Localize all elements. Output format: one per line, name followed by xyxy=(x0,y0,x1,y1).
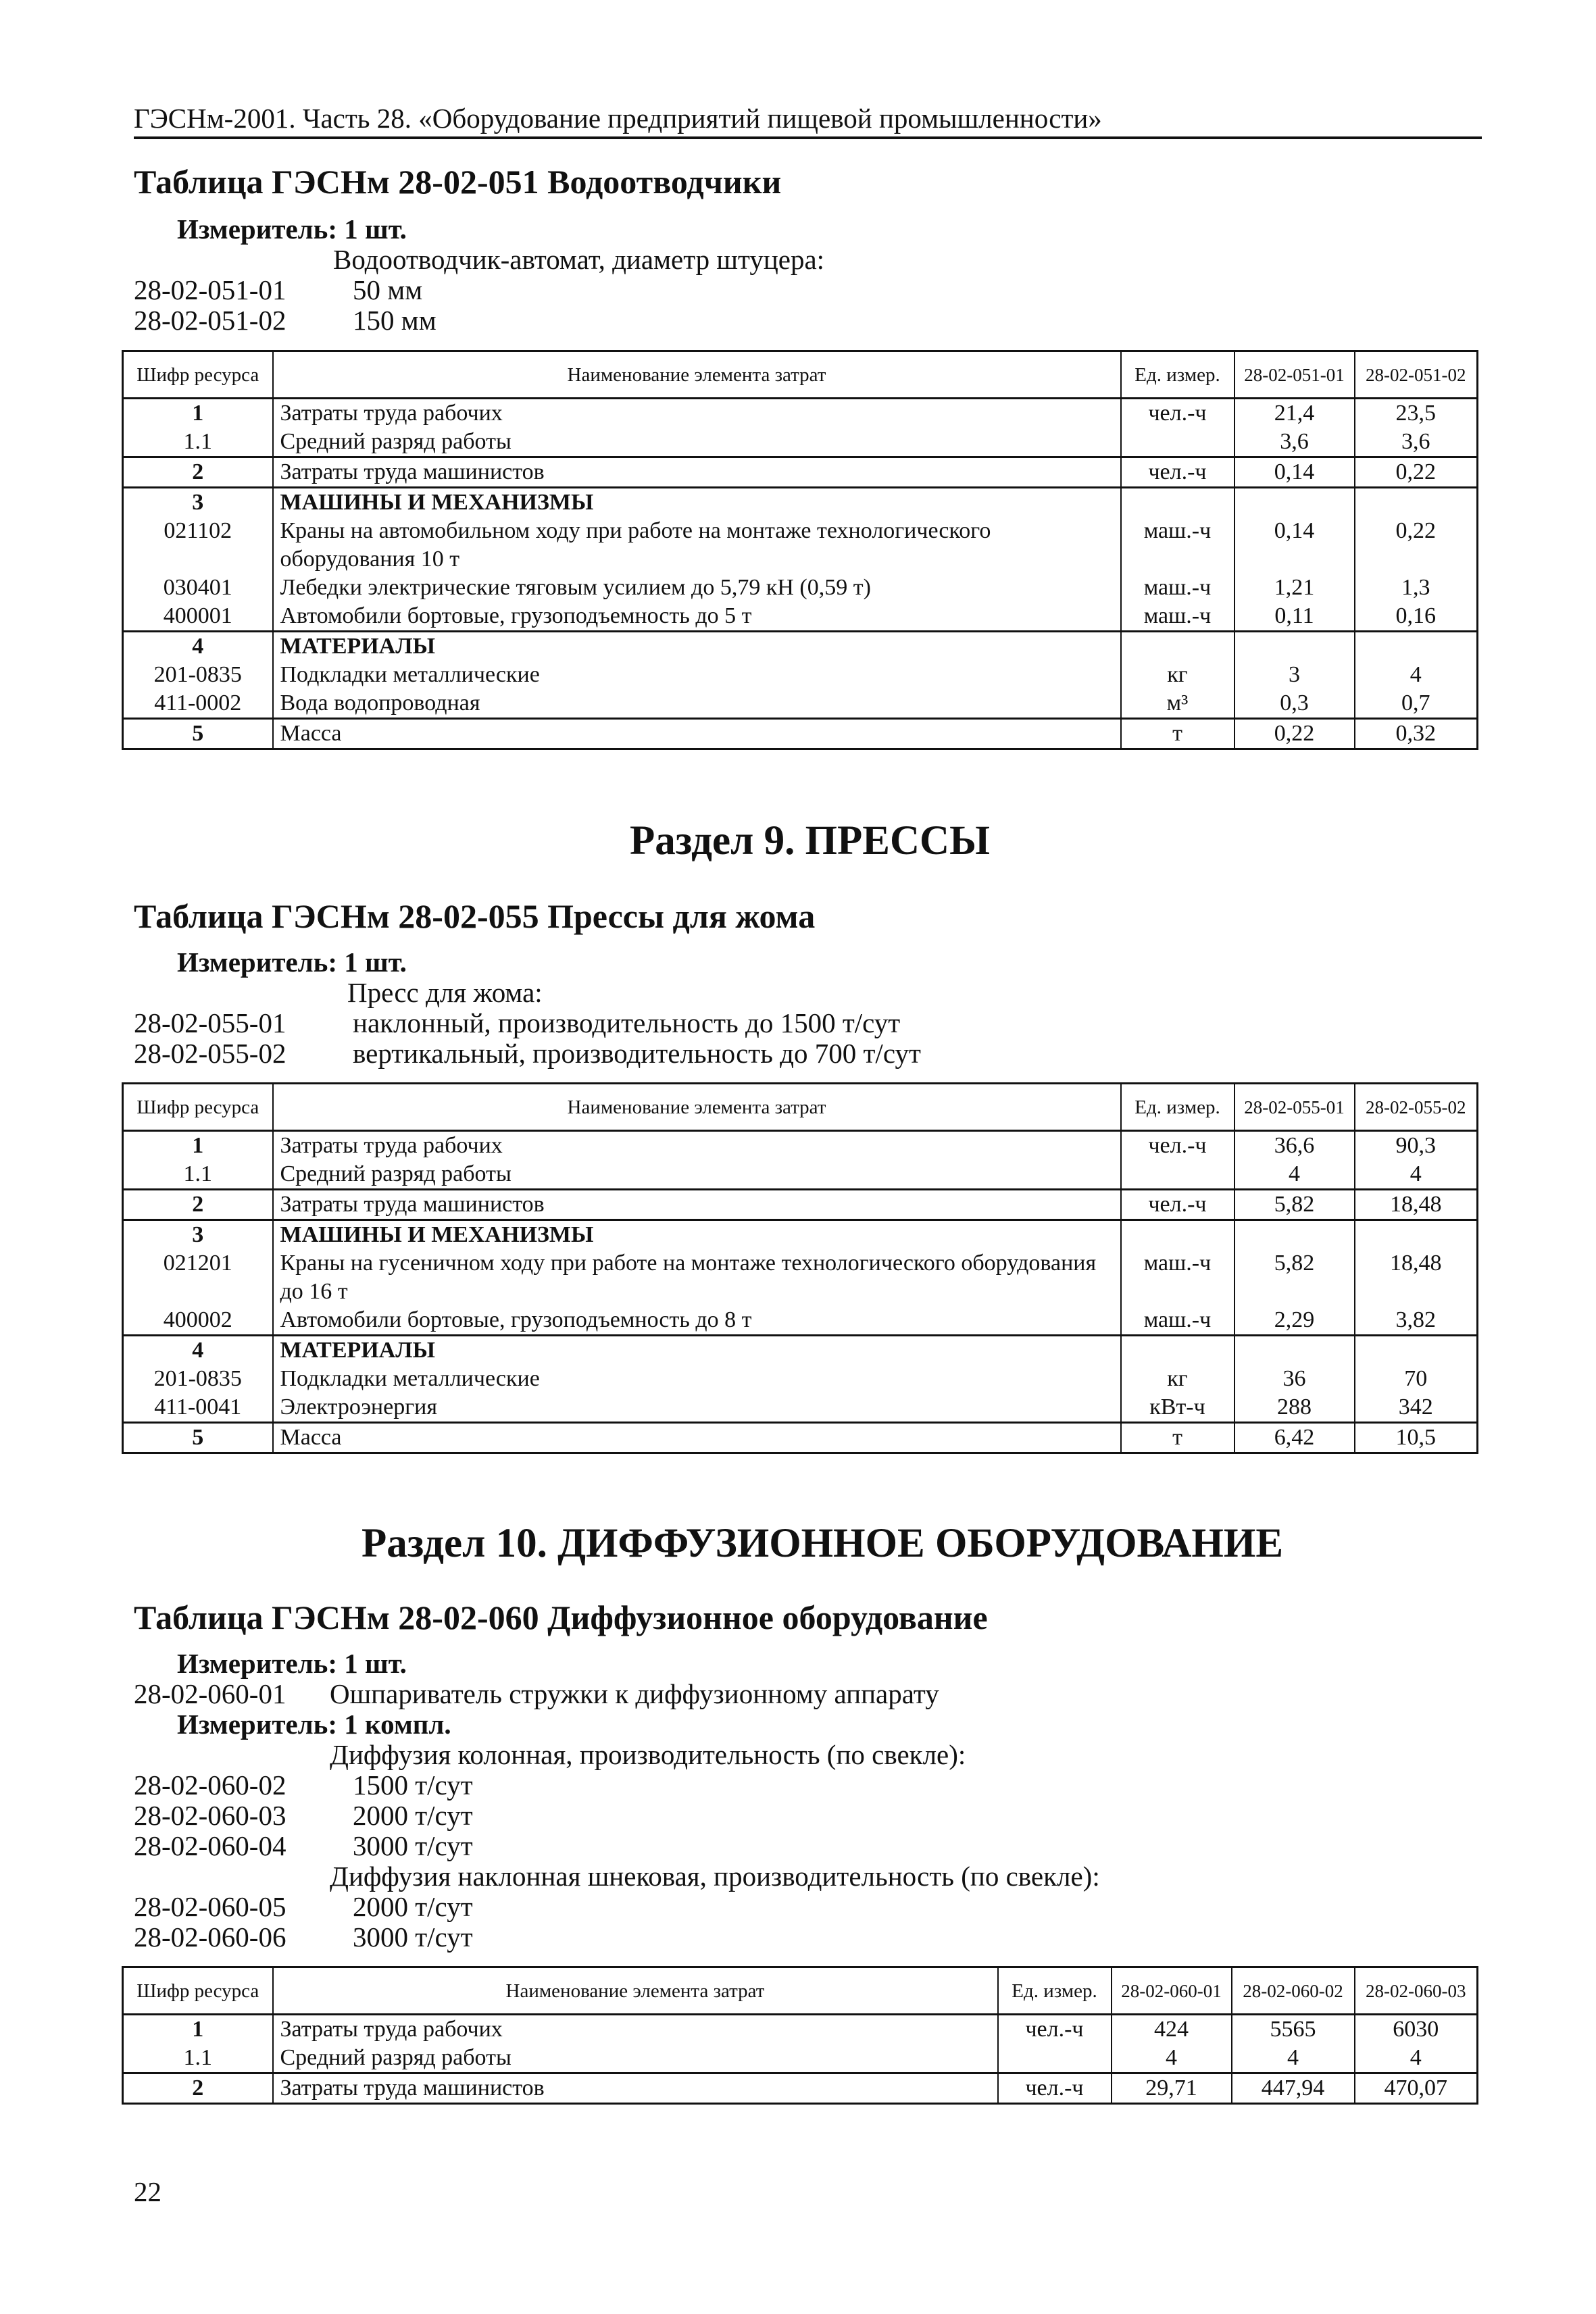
cell-value-1: 0,3 xyxy=(1235,689,1355,719)
cell-value-2: 0,16 xyxy=(1355,602,1478,632)
cell-value-2: 0,32 xyxy=(1355,719,1478,749)
cell-value-2: 4 xyxy=(1355,1160,1478,1190)
cell-unit: маш.-ч xyxy=(1121,574,1235,602)
table-row xyxy=(123,1131,1478,1161)
table-row xyxy=(123,1306,1478,1336)
cell-name: Масса xyxy=(273,719,1121,749)
cell-name: МАТЕРИАЛЫ xyxy=(273,1336,1121,1365)
table2-code-2: 28-02-055-02 xyxy=(134,1038,286,1069)
cell-cipher: 400001 xyxy=(123,602,273,632)
cell-value-2: 70 xyxy=(1355,1365,1478,1393)
cell-name: Средний разряд работы xyxy=(273,2044,998,2073)
cell-value-2: 447,94 xyxy=(1232,2073,1355,2104)
cell-cipher: 201-0835 xyxy=(123,661,273,689)
th-cipher: Шифр ресурса xyxy=(123,1084,273,1131)
table1-code-2: 28-02-051-02 xyxy=(134,305,286,336)
table3-code-1: 28-02-060-01 xyxy=(134,1678,286,1709)
cell-cipher: 3 xyxy=(123,488,273,518)
table-row xyxy=(123,632,1478,661)
cell-unit: чел.-ч xyxy=(1121,457,1235,488)
table-row xyxy=(123,1393,1478,1423)
table3-code-4: 28-02-060-04 xyxy=(134,1830,286,1861)
cell-value-2 xyxy=(1355,632,1478,661)
cell-value-1: 36,6 xyxy=(1235,1131,1355,1161)
cell-value-3: 4 xyxy=(1355,2044,1478,2073)
cell-value-1: 3,6 xyxy=(1235,428,1355,457)
cell-value-2 xyxy=(1355,1336,1478,1365)
cell-name: Автомобили бортовые, грузоподъемность до 5 т xyxy=(273,602,1121,632)
cell-unit: чел.-ч xyxy=(1121,1131,1235,1161)
table2-desc: Пресс для жома: xyxy=(347,977,543,1008)
cell-value-2: 0,22 xyxy=(1355,457,1478,488)
cell-value-2: 4 xyxy=(1232,2044,1355,2073)
table3-code-5-text: 2000 т/сут xyxy=(353,1891,473,1922)
cell-cipher: 411-0002 xyxy=(123,689,273,719)
cell-name: Вода водопроводная xyxy=(273,689,1121,719)
table3-code-3-text: 2000 т/сут xyxy=(353,1800,473,1831)
table-row xyxy=(123,574,1478,602)
cell-cipher: 2 xyxy=(123,1190,273,1220)
cell-value-2: 23,5 xyxy=(1355,399,1478,428)
cell-name: Затраты труда рабочих xyxy=(273,399,1121,428)
cell-value-2: 3,6 xyxy=(1355,428,1478,457)
cell-value-2: 18,48 xyxy=(1355,1190,1478,1220)
cell-cipher: 4 xyxy=(123,632,273,661)
cell-value-1 xyxy=(1235,1336,1355,1365)
cell-value-3: 470,07 xyxy=(1355,2073,1478,2104)
cell-value-1: 36 xyxy=(1235,1365,1355,1393)
cell-cipher: 1 xyxy=(123,1131,273,1161)
table-row xyxy=(123,428,1478,457)
cell-unit xyxy=(998,2044,1112,2073)
cell-name: Средний разряд работы xyxy=(273,1160,1121,1190)
th-col1: 28-02-055-01 xyxy=(1235,1084,1355,1131)
table-row xyxy=(123,1336,1478,1365)
cell-name: Затраты труда рабочих xyxy=(273,2015,998,2044)
table1-title: Таблица ГЭСНм 28-02-051 Водоотводчики xyxy=(134,163,782,201)
cell-name: Краны на гусеничном ходу при работе на монтаже технологического оборудования до 16 т xyxy=(273,1249,1121,1306)
cell-cipher: 1.1 xyxy=(123,1160,273,1190)
cell-unit xyxy=(1121,488,1235,518)
cell-value-2: 342 xyxy=(1355,1393,1478,1423)
table-row xyxy=(123,399,1478,428)
cell-value-1: 5,82 xyxy=(1235,1249,1355,1306)
section-10-title: Раздел 10. ДИФФУЗИОННОЕ ОБОРУДОВАНИЕ xyxy=(361,1521,1284,1566)
cell-name: Затраты труда машинистов xyxy=(273,1190,1121,1220)
cell-value-2 xyxy=(1355,1220,1478,1250)
table3-desc-2: Диффузия наклонная шнековая, производительность (по свекле): xyxy=(330,1861,1100,1892)
th-unit: Ед. измер. xyxy=(1121,351,1235,399)
th-col2: 28-02-051-02 xyxy=(1355,351,1478,399)
table3-code-5: 28-02-060-05 xyxy=(134,1891,286,1922)
cell-value-1: 21,4 xyxy=(1235,399,1355,428)
table-row xyxy=(123,1160,1478,1190)
table-row xyxy=(123,1423,1478,1453)
cell-value-2: 18,48 xyxy=(1355,1249,1478,1306)
table2-title: Таблица ГЭСНм 28-02-055 Прессы для жома xyxy=(134,897,816,935)
cell-name: Автомобили бортовые, грузоподъемность до 8 т xyxy=(273,1306,1121,1336)
cell-value-1: 288 xyxy=(1235,1393,1355,1423)
table-row xyxy=(123,661,1478,689)
table2-code-1: 28-02-055-01 xyxy=(134,1007,286,1038)
cell-value-2: 90,3 xyxy=(1355,1131,1478,1161)
cell-unit: чел.-ч xyxy=(1121,399,1235,428)
th-col2: 28-02-055-02 xyxy=(1355,1084,1478,1131)
cell-value-1: 3 xyxy=(1235,661,1355,689)
th-name: Наименование элемента затрат xyxy=(273,1084,1121,1131)
cell-unit: кг xyxy=(1121,1365,1235,1393)
cell-value-1: 0,14 xyxy=(1235,457,1355,488)
table3-code-3: 28-02-060-03 xyxy=(134,1800,286,1831)
cell-unit: чел.-ч xyxy=(998,2073,1112,2104)
cell-value-1 xyxy=(1235,488,1355,518)
table1-code-1-text: 50 мм xyxy=(353,274,423,305)
table2-code-2-text: вертикальный, производительность до 700 т/сут xyxy=(353,1038,921,1069)
cell-cipher: 021201 xyxy=(123,1249,273,1306)
cell-value-2: 10,5 xyxy=(1355,1423,1478,1453)
cell-value-1: 4 xyxy=(1235,1160,1355,1190)
cell-name: МАШИНЫ И МЕХАНИЗМЫ xyxy=(273,1220,1121,1250)
table3-code-2-text: 1500 т/сут xyxy=(353,1769,473,1801)
cell-unit xyxy=(1121,428,1235,457)
table3-measure-1: Измеритель: 1 шт. xyxy=(177,1648,407,1679)
cell-unit: т xyxy=(1121,719,1235,749)
cell-unit: маш.-ч xyxy=(1121,1306,1235,1336)
cell-name: Масса xyxy=(273,1423,1121,1453)
table3-code-6: 28-02-060-06 xyxy=(134,1921,286,1953)
cell-name: Затраты труда машинистов xyxy=(273,2073,998,2104)
table-row xyxy=(123,689,1478,719)
cell-value-1: 424 xyxy=(1112,2015,1232,2044)
th-name: Наименование элемента затрат xyxy=(273,351,1121,399)
table-row xyxy=(123,488,1478,518)
table2-grid xyxy=(122,1082,1478,1454)
th-unit: Ед. измер. xyxy=(1121,1084,1235,1131)
cell-value-1: 29,71 xyxy=(1112,2073,1232,2104)
table1-desc: Водоотводчик-автомат, диаметр штуцера: xyxy=(333,244,825,275)
cell-cipher: 2 xyxy=(123,457,273,488)
cell-unit: т xyxy=(1121,1423,1235,1453)
cell-cipher: 400002 xyxy=(123,1306,273,1336)
cell-value-1: 0,14 xyxy=(1235,517,1355,574)
table2-code-1-text: наклонный, производительность до 1500 т/сут xyxy=(353,1007,901,1038)
table-row xyxy=(123,2073,1478,2104)
cell-name: Затраты труда рабочих xyxy=(273,1131,1121,1161)
cell-cipher: 2 xyxy=(123,2073,273,2104)
cell-value-2: 5565 xyxy=(1232,2015,1355,2044)
page-number: 22 xyxy=(134,2176,161,2207)
running-header: ГЭСНм-2001. Часть 28. «Оборудование предприятий пищевой промышленности» xyxy=(134,101,1482,139)
cell-unit: чел.-ч xyxy=(1121,1190,1235,1220)
table3-code-4-text: 3000 т/сут xyxy=(353,1830,473,1861)
table1-measure: Измеритель: 1 шт. xyxy=(177,213,407,245)
cell-value-1: 4 xyxy=(1112,2044,1232,2073)
th-cipher: Шифр ресурса xyxy=(123,1967,273,2015)
cell-unit xyxy=(1121,1220,1235,1250)
cell-value-1: 2,29 xyxy=(1235,1306,1355,1336)
th-name: Наименование элемента затрат xyxy=(273,1967,998,2015)
cell-value-2 xyxy=(1355,488,1478,518)
table1-code-1: 28-02-051-01 xyxy=(134,274,286,305)
cell-cipher: 201-0835 xyxy=(123,1365,273,1393)
cell-value-1: 6,42 xyxy=(1235,1423,1355,1453)
table3-desc-1: Диффузия колонная, производительность (по свекле): xyxy=(330,1739,966,1770)
cell-unit: маш.-ч xyxy=(1121,602,1235,632)
table-row xyxy=(123,2044,1478,2073)
cell-cipher: 3 xyxy=(123,1220,273,1250)
table3-measure-2: Измеритель: 1 компл. xyxy=(177,1709,451,1740)
table-row xyxy=(123,1190,1478,1220)
cell-name: Краны на автомобильном ходу при работе на монтаже технологического оборудования 10 т xyxy=(273,517,1121,574)
table-row xyxy=(123,602,1478,632)
cell-value-1: 0,11 xyxy=(1235,602,1355,632)
cell-cipher: 5 xyxy=(123,1423,273,1453)
table3-title: Таблица ГЭСНм 28-02-060 Диффузионное оборудование xyxy=(134,1599,988,1636)
cell-value-1 xyxy=(1235,1220,1355,1250)
cell-name: Электроэнергия xyxy=(273,1393,1121,1423)
cell-unit: маш.-ч xyxy=(1121,517,1235,574)
cell-name: Подкладки металлические xyxy=(273,661,1121,689)
cell-unit: кВт-ч xyxy=(1121,1393,1235,1423)
cell-cipher: 1.1 xyxy=(123,2044,273,2073)
cell-value-1: 0,22 xyxy=(1235,719,1355,749)
cell-cipher: 4 xyxy=(123,1336,273,1365)
cell-unit xyxy=(1121,1160,1235,1190)
cell-value-1: 5,82 xyxy=(1235,1190,1355,1220)
table-row xyxy=(123,1365,1478,1393)
table1-code-2-text: 150 мм xyxy=(353,305,437,336)
table-row xyxy=(123,719,1478,749)
cell-name: Средний разряд работы xyxy=(273,428,1121,457)
cell-cipher: 021102 xyxy=(123,517,273,574)
cell-value-1 xyxy=(1235,632,1355,661)
cell-name: Затраты труда машинистов xyxy=(273,457,1121,488)
table2-measure: Измеритель: 1 шт. xyxy=(177,947,407,978)
cell-value-1: 1,21 xyxy=(1235,574,1355,602)
table3-code-1-text: Ошпариватель стружки к диффузионному аппарату xyxy=(330,1678,939,1709)
cell-unit xyxy=(1121,632,1235,661)
table-row xyxy=(123,1249,1478,1306)
cell-unit: кг xyxy=(1121,661,1235,689)
th-unit: Ед. измер. xyxy=(998,1967,1112,2015)
cell-value-2: 1,3 xyxy=(1355,574,1478,602)
cell-cipher: 1 xyxy=(123,399,273,428)
table-row xyxy=(123,1220,1478,1250)
cell-name: МАШИНЫ И МЕХАНИЗМЫ xyxy=(273,488,1121,518)
section-9-title: Раздел 9. ПРЕССЫ xyxy=(630,818,990,863)
cell-value-2: 0,7 xyxy=(1355,689,1478,719)
th-col3: 28-02-060-03 xyxy=(1355,1967,1478,2015)
cell-name: МАТЕРИАЛЫ xyxy=(273,632,1121,661)
cell-unit xyxy=(1121,1336,1235,1365)
table3-code-6-text: 3000 т/сут xyxy=(353,1921,473,1953)
table-row xyxy=(123,517,1478,574)
cell-unit: маш.-ч xyxy=(1121,1249,1235,1306)
cell-name: Подкладки металлические xyxy=(273,1365,1121,1393)
cell-name: Лебедки электрические тяговым усилием до 5,79 кН (0,59 т) xyxy=(273,574,1121,602)
table-row xyxy=(123,457,1478,488)
cell-cipher: 411-0041 xyxy=(123,1393,273,1423)
table1-grid xyxy=(122,350,1478,750)
th-col1: 28-02-060-01 xyxy=(1112,1967,1232,2015)
th-col1: 28-02-051-01 xyxy=(1235,351,1355,399)
cell-cipher: 1.1 xyxy=(123,428,273,457)
cell-value-2: 3,82 xyxy=(1355,1306,1478,1336)
cell-value-3: 6030 xyxy=(1355,2015,1478,2044)
table3-code-2: 28-02-060-02 xyxy=(134,1769,286,1801)
cell-cipher: 030401 xyxy=(123,574,273,602)
cell-unit: чел.-ч xyxy=(998,2015,1112,2044)
cell-unit: м³ xyxy=(1121,689,1235,719)
cell-value-2: 0,22 xyxy=(1355,517,1478,574)
th-cipher: Шифр ресурса xyxy=(123,351,273,399)
table3-grid xyxy=(122,1966,1478,2105)
cell-value-2: 4 xyxy=(1355,661,1478,689)
cell-cipher: 1 xyxy=(123,2015,273,2044)
cell-cipher: 5 xyxy=(123,719,273,749)
table-row xyxy=(123,2015,1478,2044)
th-col2: 28-02-060-02 xyxy=(1232,1967,1355,2015)
